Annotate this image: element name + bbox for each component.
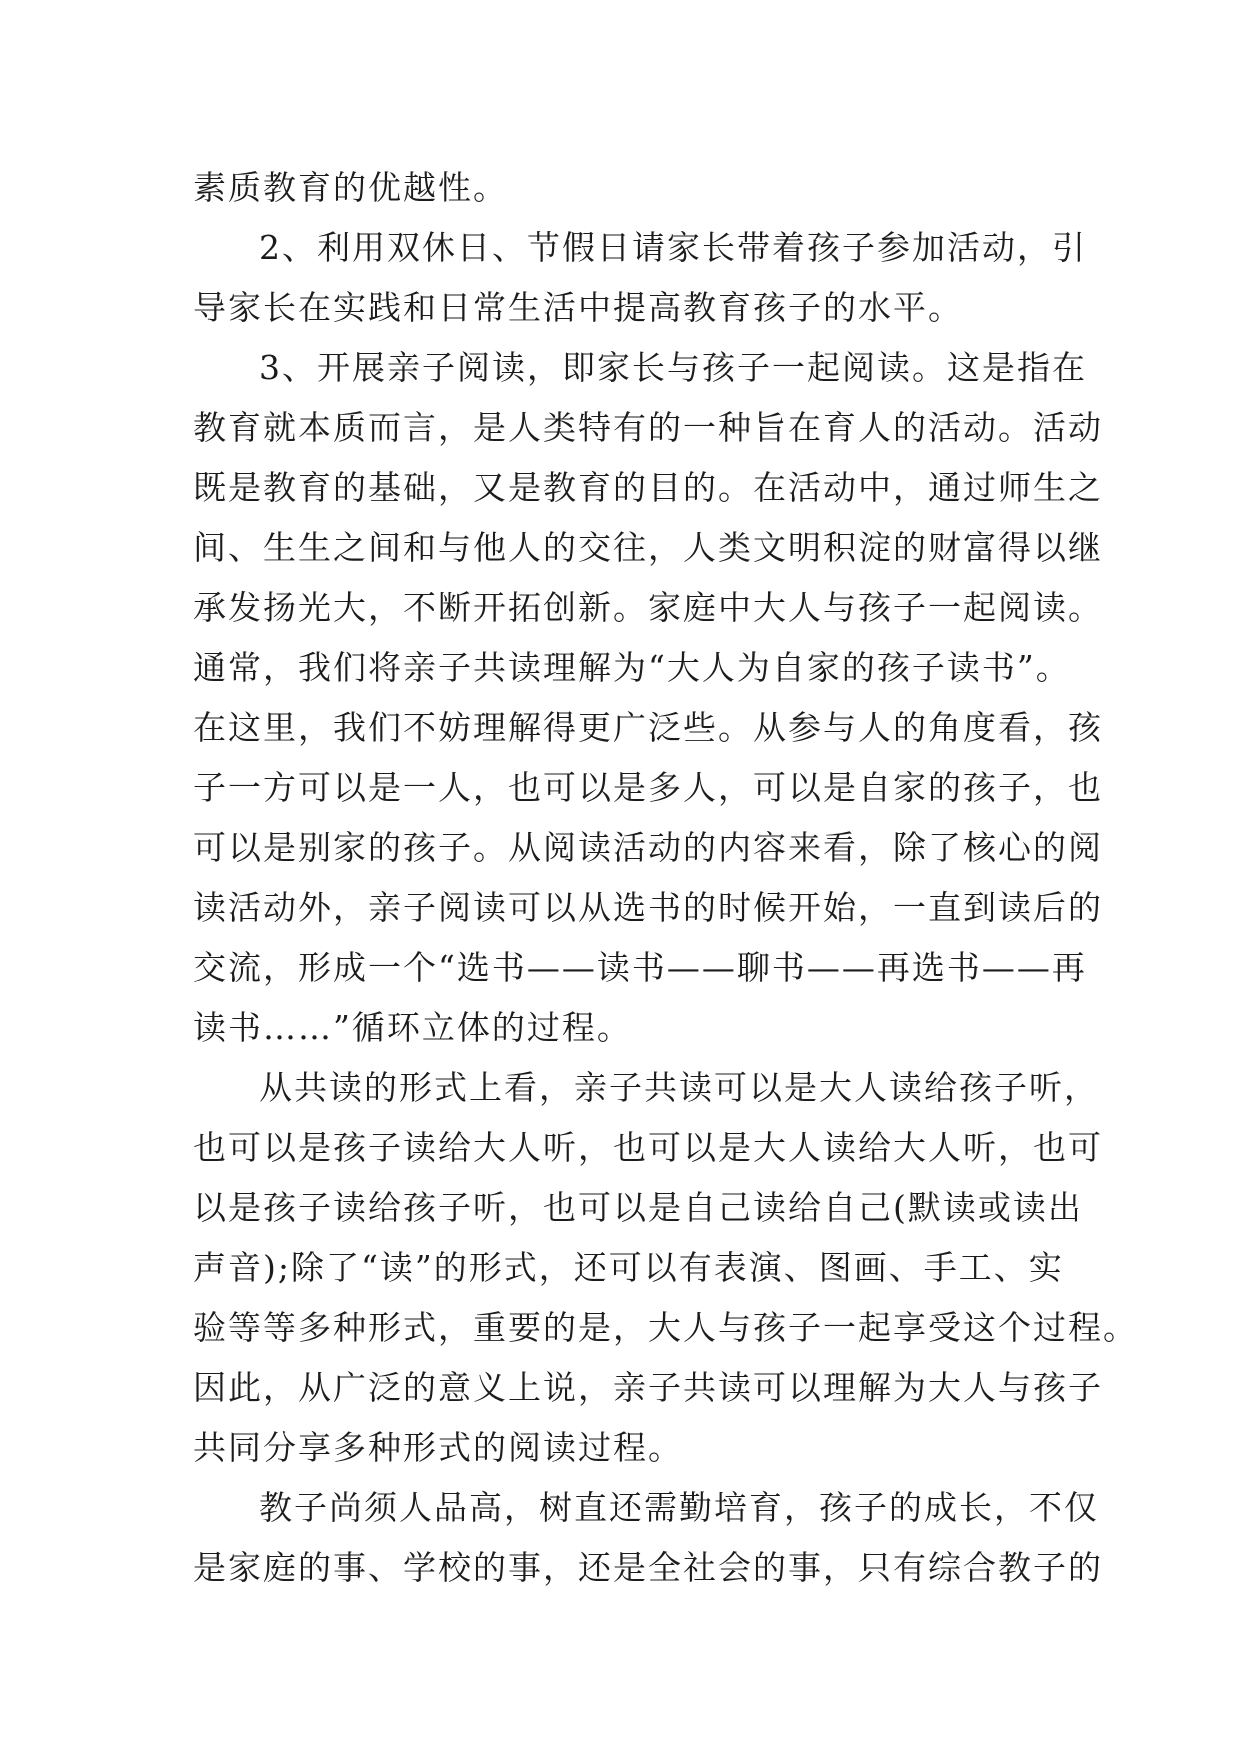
text-line: 可以是别家的孩子。从阅读活动的内容来看，除了核心的阅 [193,828,1103,867]
text-line: 承发扬光大，不断开拓创新。家庭中大人与孩子一起阅读。 [193,588,1103,627]
text-line: 交流，形成一个“选书——读书——聊书——再选书——再 [193,948,1087,987]
text-line: 因此，从广泛的意义上说，亲子共读可以理解为大人与孩子 [193,1368,1103,1407]
text-line: 间、生生之间和与他人的交往，人类文明积淀的财富得以继 [193,528,1103,567]
text-line: 导家长在实践和日常生活中提高教育孩子的水平。 [193,288,963,327]
text-line: 2、利用双休日、节假日请家长带着孩子参加活动，引 [259,228,1087,267]
text-line: 教育就本质而言，是人类特有的一种旨在育人的活动。活动 [193,408,1103,447]
text-line: 3、开展亲子阅读，即家长与孩子一起阅读。这是指在 [259,348,1087,387]
text-line: 既是教育的基础，又是教育的目的。在活动中，通过师生之 [193,468,1103,507]
text-line: 以是孩子读给孩子听，也可以是自己读给自己(默读或读出 [193,1188,1083,1227]
document-body [193,158,1138,1598]
text-line: 共同分享多种形式的阅读过程。 [193,1428,683,1467]
text-line: 子一方可以是一人，也可以是多人，可以是自家的孩子，也 [193,768,1103,807]
text-line: 也可以是孩子读给大人听，也可以是大人读给大人听，也可 [193,1128,1103,1167]
text-line: 在这里，我们不妨理解得更广泛些。从参与人的角度看，孩 [193,708,1103,747]
text-line: 验等等多种形式，重要的是，大人与孩子一起享受这个过程。 [193,1308,1138,1347]
text-line: 读活动外，亲子阅读可以从选书的时候开始，一直到读后的 [193,888,1103,927]
text-line: 通常，我们将亲子共读理解为“大人为自家的孩子读书”。 [193,648,1071,687]
text-line: 读书……”循环立体的过程。 [193,1008,632,1047]
text-line: 声音);除了“读”的形式，还可以有表演、图画、手工、实 [193,1248,1064,1287]
text-line: 教子尚须人品高，树直还需勤培育，孩子的成长，不仅 [259,1488,1099,1527]
text-line: 素质教育的优越性。 [193,168,508,207]
text-line: 从共读的形式上看，亲子共读可以是大人读给孩子听， [259,1068,1099,1107]
text-line: 是家庭的事、学校的事，还是全社会的事，只有综合教子的 [193,1548,1103,1587]
